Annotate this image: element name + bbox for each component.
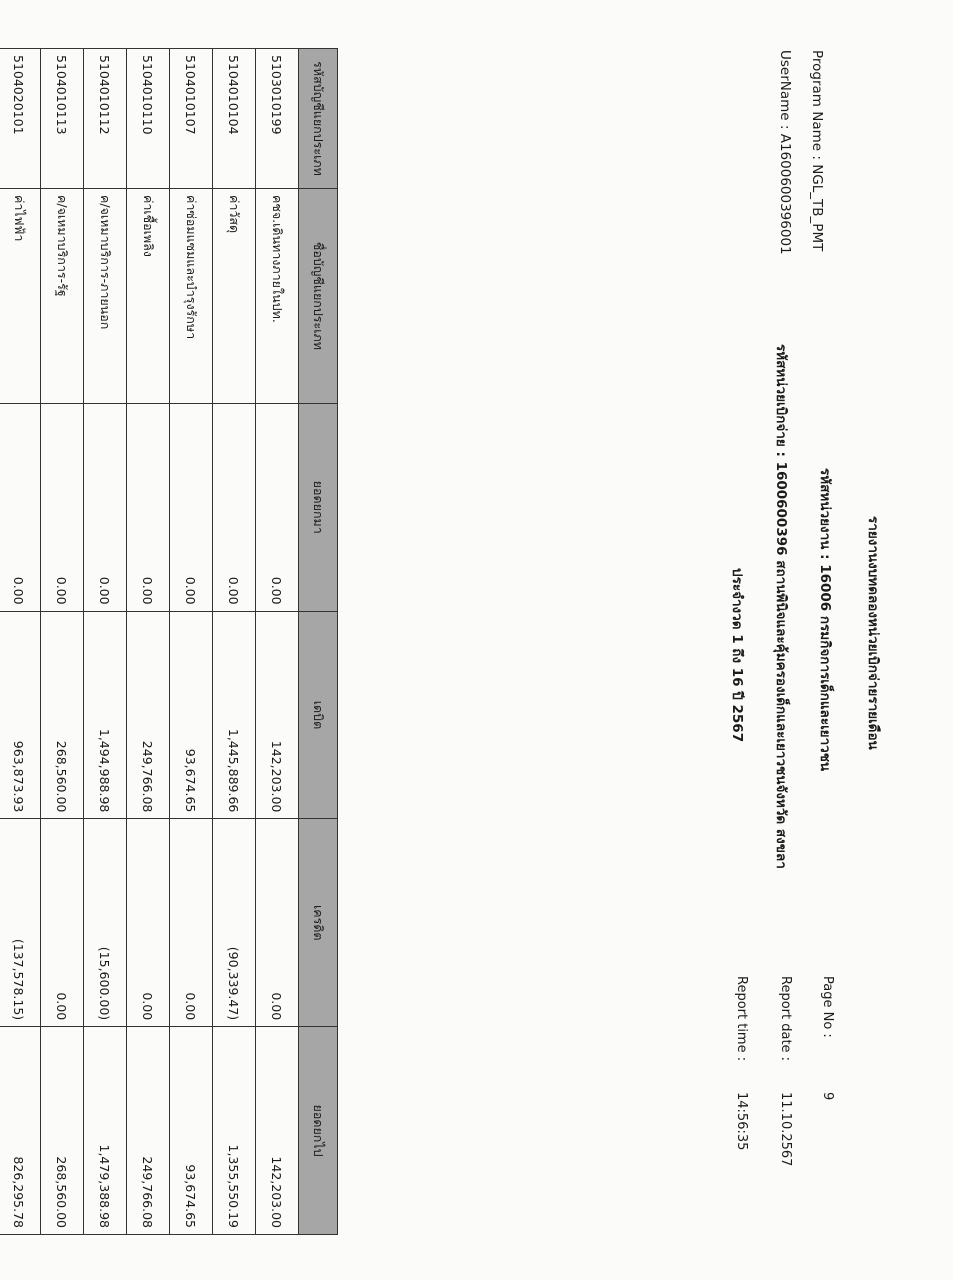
account-name-cell: ค่าวัสดุ xyxy=(213,188,256,403)
table-row xyxy=(84,49,127,1235)
brought-forward-cell: 0.00 xyxy=(256,403,299,611)
column-header-credit: เครดิต xyxy=(299,819,338,1027)
debit-cell: 268,560.00 xyxy=(41,611,84,819)
brought-forward-cell: 0.00 xyxy=(0,403,41,611)
trial-balance-table xyxy=(0,48,338,1235)
period-line: ประจำงวด 1 ถึง 16 ปี 2567 xyxy=(729,568,745,743)
account-code-cell: 5103010199 xyxy=(256,49,299,189)
carried-forward-cell: 93,674.65 xyxy=(170,1027,213,1235)
report-title: รายงานงบทดลองหน่วยเบิกจ่ายรายเดือน xyxy=(865,516,881,750)
account-code-cell: 5104010112 xyxy=(84,49,127,189)
debit-cell: 1,494,988.98 xyxy=(84,611,127,819)
credit-cell: 0.00 xyxy=(256,819,299,1027)
credit-cell: (90,339.47) xyxy=(213,819,256,1027)
account-code-cell: 5104010104 xyxy=(213,49,256,189)
program-name: Program Name : NGL_TB_PMT xyxy=(809,50,825,252)
carried-forward-cell: 268,560.00 xyxy=(41,1027,84,1235)
debit-cell: 1,445,889.66 xyxy=(213,611,256,819)
account-name-cell: ค/จเหมาบริการ-รัฐ xyxy=(41,188,84,403)
brought-forward-cell: 0.00 xyxy=(84,403,127,611)
report-time-value: 14:56:35 xyxy=(734,1092,749,1151)
account-name-cell: คชจ.เดินทางภายในปท. xyxy=(256,188,299,403)
table-row xyxy=(256,49,299,1235)
account-name-cell: ค่าซ่อมแซมและบำรุงรักษา xyxy=(170,188,213,403)
account-name-cell: ค่าเชื้อเพลิง xyxy=(127,188,170,403)
credit-cell: 0.00 xyxy=(170,819,213,1027)
brought-forward-cell: 0.00 xyxy=(213,403,256,611)
debit-cell: 142,203.00 xyxy=(256,611,299,819)
credit-cell: 0.00 xyxy=(41,819,84,1027)
table-header-row xyxy=(299,49,338,1235)
report-time-label: Report time : xyxy=(734,976,749,1062)
column-header-account-name: ชื่อบัญชีแยกประเภท xyxy=(299,188,338,403)
debit-cell: 249,766.08 xyxy=(127,611,170,819)
table-row xyxy=(170,49,213,1235)
table-row xyxy=(41,49,84,1235)
carried-forward-cell: 1,355,550.19 xyxy=(213,1027,256,1235)
column-header-carried-forward: ยอดยกไป xyxy=(299,1027,338,1235)
table-row xyxy=(213,49,256,1235)
debit-cell: 963,873.93 xyxy=(0,611,41,819)
credit-cell: (15,600.00) xyxy=(84,819,127,1027)
account-name-cell: ค่าไฟฟ้า xyxy=(0,188,41,403)
report-date-label: Report date : xyxy=(778,976,793,1062)
column-header-debit: เดบิต xyxy=(299,611,338,819)
account-code-cell: 5104010110 xyxy=(127,49,170,189)
page-no-value: 9 xyxy=(820,1092,835,1101)
table-body xyxy=(0,49,299,1235)
disbursing-unit-line: รหัสหน่วยเบิกจ่าย : 1600600396 สถานพินิจและคุ้มครองเด็กและเยาวชนจังหวัด สงขลา xyxy=(773,344,789,869)
account-code-cell: 5104010113 xyxy=(41,49,84,189)
column-header-brought-forward: ยอดยกมา xyxy=(299,403,338,611)
user-name: UserName : A1600600396001 xyxy=(777,50,793,255)
brought-forward-cell: 0.00 xyxy=(170,403,213,611)
carried-forward-cell: 142,203.00 xyxy=(256,1027,299,1235)
carried-forward-cell: 249,766.08 xyxy=(127,1027,170,1235)
debit-cell: 93,674.65 xyxy=(170,611,213,819)
account-code-cell: 5104010107 xyxy=(170,49,213,189)
page-no-label: Page No : xyxy=(820,976,835,1038)
credit-cell: 0.00 xyxy=(127,819,170,1027)
report-date-value: 11.10.2567 xyxy=(778,1092,793,1167)
account-name-cell: ค/จเหมาบริการ-ภายนอก xyxy=(84,188,127,403)
agency-line: รหัสหน่วยงาน : 16006 กรมกิจการเด็กและเยาวชน xyxy=(817,468,833,772)
table-row xyxy=(127,49,170,1235)
brought-forward-cell: 0.00 xyxy=(41,403,84,611)
table-row xyxy=(0,49,41,1235)
brought-forward-cell: 0.00 xyxy=(127,403,170,611)
carried-forward-cell: 1,479,388.98 xyxy=(84,1027,127,1235)
account-code-cell: 5104020101 xyxy=(0,49,41,189)
column-header-account-code: รหัสบัญชีแยกประเภท xyxy=(299,49,338,189)
credit-cell: (137,578.15) xyxy=(0,819,41,1027)
carried-forward-cell: 826,295.78 xyxy=(0,1027,41,1235)
